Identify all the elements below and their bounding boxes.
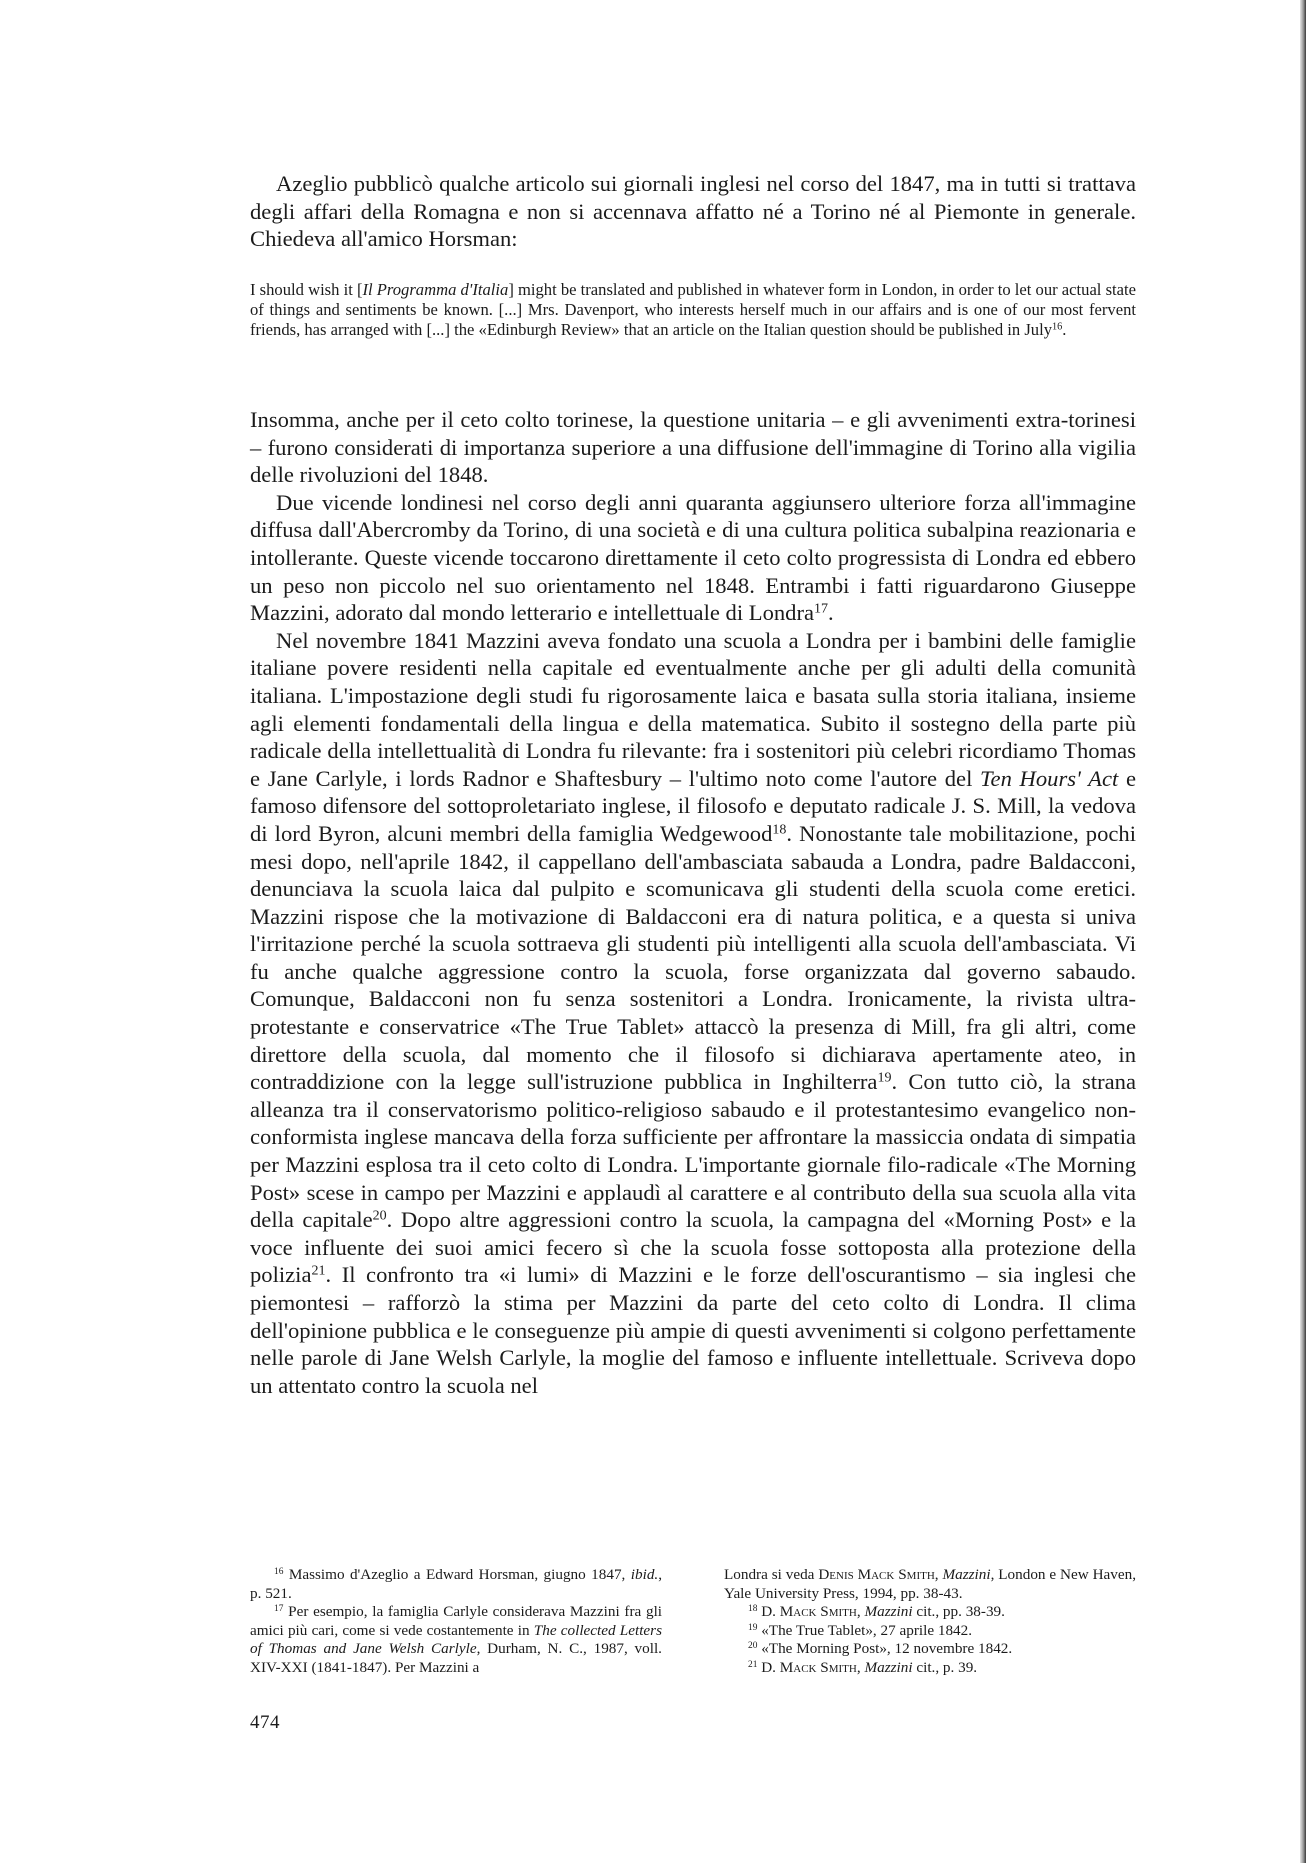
footnote-19 (724, 1622, 1136, 1641)
footnote-ref-21: 21 (311, 1263, 326, 1279)
footnote-20-text: «The Morning Post», 12 novembre 1842. (761, 1640, 1013, 1658)
footnote-16-text: Massimo d'Azeglio a Edward Horsman, giugno 1847, (288, 1566, 631, 1583)
footnote-19-text: «The True Tablet», 27 aprile 1842. (761, 1621, 973, 1639)
footnote-ref-18: 18 (772, 822, 787, 838)
footnote-18-end: cit., pp. 38-39. (912, 1603, 1005, 1621)
footnotes (250, 1566, 1136, 1678)
footnote-18-text: D. (761, 1603, 780, 1621)
footnote-16 (250, 1566, 662, 1603)
paragraph-3-s3: . Nonostante tale mobilitazione, pochi mesi dopo, nell'aprile 1842, il cappellano dell'ambasciata sabauda a Londra, padre Baldacconi, denunciava la scuola laica dal pulpito e scomunicava gli studenti della scuola come eretici. Mazzini rispose che la motivazione di Baldacconi era di natura politica, e a questa si univa l'irritazione perché la scuola sottraeva gli studenti più intelligenti alla scuola dell'ambasciata. Vi fu anche qualche aggressione contro la scuola, forse organizzata dal governo sabaudo. Comunque, Baldacconi non fu senza sostenitori a Londra. Ironicamente, la rivista ultra-protestante e conservatrice «The True Tablet» attaccò la presenza di Mill, fra gli altri, come direttore della scuola, dal momento che il filosofo si dichiarava apertamente ateo, in contraddizione con la legge sull'istruzione pubblica in Inghilterra (250, 820, 1137, 1095)
footnote-16-italic: ibid. (630, 1566, 659, 1583)
footnote-17-end: , Durham, N. C., 1987, voll. XIV-XXI (1841-1847). Per Mazzini a (250, 1640, 662, 1676)
footnote-19-number: 19 (748, 1622, 758, 1633)
footnote-21-sep: , (856, 1658, 865, 1676)
footnote-ref-17: 17 (814, 601, 829, 617)
footnote-21-italic: Mazzini (864, 1658, 913, 1676)
paragraph-2-text: Due vicende londinesi nel corso degli anni quaranta aggiunsero ulteriore forza all'immagine diffusa dall'Abercromby da Torino, di una società e di una cultura politica subalpina reazionaria e intollerante. Queste vicende toccarono direttamente il ceto colto progressista di Londra ed ebbero un peso non piccolo nel suo orientamento nel 1848. Entrambi i fatti riguardarono Giuseppe Mazzini, adorato dal mondo letterario e intellettuale di Londra (250, 489, 1136, 626)
footnote-17-cont-italic: Mazzini (942, 1566, 991, 1583)
footnote-ref-20: 20 (372, 1208, 387, 1224)
footnote-20-number: 20 (748, 1641, 758, 1652)
paragraph-1: Insomma, anche per il ceto colto torinese, la questione unitaria – e gli avvenimenti extra-torinesi – furono considerati di importanza superiore a una diffusione dell'immagine di Torino alla vigilia delle rivoluzioni del 1848. (250, 407, 1136, 488)
footnote-18 (724, 1603, 1136, 1622)
footnote-17-number: 17 (274, 1604, 284, 1615)
intro-paragraph: Azeglio pubblicò qualche articolo sui giornali inglesi nel corso del 1847, ma in tutti si trattava degli affari della Romagna e non si accennava affatto né a Torino né al Piemonte in generale. Chiedeva all'amico Horsman: (250, 171, 1136, 252)
quote-italic-title: Il Programma d'Italia (362, 280, 509, 299)
paragraph-3-s2: e famoso difensore del sottoproletariato inglese, il filosofo e deputato radicale J. S. Mill, la vedova di lord Byron, alcuni membri della famiglia Wedgewood (250, 765, 1136, 846)
footnote-18-number: 18 (748, 1604, 758, 1615)
paragraph-3-s6: . Il confronto tra «i lumi» di Mazzini e le forze dell'oscurantismo – sia inglesi che piemontesi – rafforzò la stima per Mazzini da parte del ceto colto di Londra. Il clima dell'opinione pubblica e le conseguenze più ampie di questi avvenimenti si colgono perfettamente nelle parole di Jane Welsh Carlyle, la moglie del famoso e influente intellettuale. Scriveva dopo un attentato contro la scuola nel (250, 1262, 1136, 1398)
footnote-17-cont-author: Denis Mack Smith (818, 1566, 935, 1583)
intro-block (250, 170, 1136, 253)
block-quote (250, 280, 1136, 341)
footnote-18-sep: , (856, 1603, 865, 1621)
footnotes-left-column (250, 1566, 662, 1678)
page-number: 474 (250, 1712, 280, 1733)
paragraph-2 (250, 489, 1136, 627)
footnote-17 (250, 1603, 662, 1677)
footnote-17-continued (724, 1566, 1136, 1603)
paragraph-2-end: . (828, 600, 834, 626)
footnote-17-cont-end: , London e New Haven, Yale University Press, 1994, pp. 38-43. (724, 1566, 1137, 1602)
page-gutter-shadow (1300, 0, 1306, 1863)
quote-text-2: ] might be translated and published in whatever form in London, in order to let our actual state of things and sentiments be known. [...] Mrs. Davenport, who interests herself much in our affairs and is one of our most fervent friends, has arranged with [...] the «Edinburgh Review» that an article on the Italian question should be published in July (250, 280, 1136, 340)
footnote-21-text: D. (761, 1658, 780, 1676)
footnote-17-text: Per esempio, la famiglia Carlyle considerava Mazzini fra gli amici più cari, come si vede costantemente in (250, 1603, 663, 1639)
footnote-17-italic: The collected Letters of Thomas and Jane Welsh Carlyle (250, 1621, 662, 1658)
footnote-20 (724, 1640, 1136, 1659)
footnote-21-number: 21 (748, 1659, 758, 1670)
footnote-21 (724, 1659, 1136, 1678)
paragraph-3-s1: Nel novembre 1841 Mazzini aveva fondato una scuola a Londra per i bambini delle famiglie italiane povere residenti nella capitale ed eventualmente anche per gli adulti della comunità italiana. L'impostazione degli studi fu rigorosamente laica e basata sulla storia italiana, insieme agli elementi fondamentali della lingua e della matematica. Subito il sostegno della parte più radicale della intellettualità di Londra fu rilevante: fra i sostenitori più celebri ricordiamo Thomas e Jane Carlyle, i lords Radnor e Shaftesbury – l'ultimo noto come l'autore del (250, 627, 1136, 791)
footnote-21-end: cit., p. 39. (912, 1658, 978, 1676)
footnote-18-italic: Mazzini (864, 1603, 913, 1621)
footnote-18-author: Mack Smith (779, 1603, 857, 1621)
paragraph-3 (250, 627, 1136, 1400)
footnote-17-cont-sep: , (934, 1566, 943, 1583)
footnote-16-number: 16 (274, 1566, 284, 1577)
paragraph-3-s4: . Con tutto ciò, la strana alleanza tra il conservatorismo politico-religioso sabaudo e il protestantesimo evangelico non-conformista inglese mancava della forza sufficiente per affrontare la massiccia ondata di simpatia per Mazzini esplosa tra il ceto colto di Londra. L'importante giornale filo-radicale «The Morning Post» scese in campo per Mazzini e applaudì al carattere e al contributo della sua scuola alla vita della capitale (250, 1069, 1136, 1233)
paragraph-3-s5: . Dopo altre aggressioni contro la scuola, la campagna del «Morning Post» e la voce influente dei suoi amici fecero sì che la scuola fosse sottoposta alla protezione della polizia (250, 1207, 1136, 1288)
footnote-16-end: , p. 521. (250, 1566, 663, 1602)
quote-text-1: I should wish it [ (250, 280, 363, 299)
footnote-ref-16: 16 (1052, 321, 1063, 333)
ten-hours-act-title: Ten Hours' Act (980, 765, 1119, 791)
footnote-21-author: Mack Smith (779, 1658, 857, 1676)
footnotes-right-column (724, 1566, 1136, 1678)
main-text (250, 406, 1136, 1399)
footnote-ref-19: 19 (877, 1070, 892, 1086)
footnote-17-cont-text: Londra si veda (724, 1566, 819, 1583)
quote-end: . (1062, 320, 1067, 340)
